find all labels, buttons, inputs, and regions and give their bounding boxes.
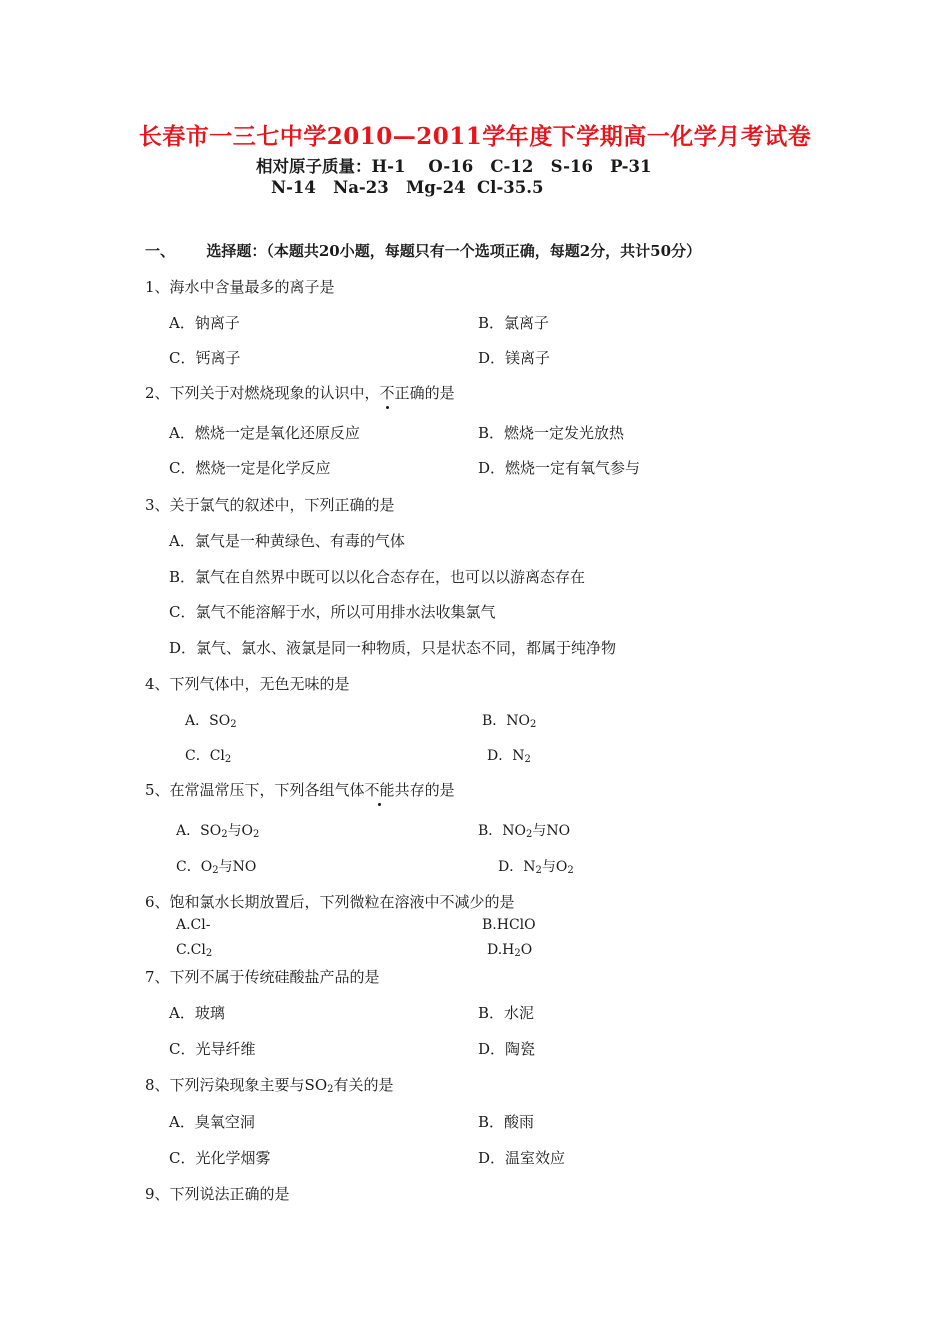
question-2-option-b: B．燃烧一定发光放热 — [478, 424, 625, 442]
subscript: 2 — [221, 829, 228, 840]
option-text: B．NO — [478, 823, 527, 839]
option-text: A．SO — [176, 823, 222, 839]
question-2-option-a: A．燃烧一定是氧化还原反应 — [169, 424, 360, 442]
question-3-option-c: C．氯气不能溶解于水，所以可用排水法收集氯气 — [169, 603, 496, 621]
question-5-option-c — [176, 856, 256, 876]
option-text: D.H — [487, 942, 515, 958]
atomic-mass-line-1: 相对原子质量：H-1 O-16 C-12 S-16 P-31 — [256, 157, 652, 176]
question-8-option-a: A．臭氧空洞 — [169, 1113, 255, 1131]
question-7-option-d: D．陶瓷 — [478, 1040, 536, 1058]
question-4-option-a — [185, 710, 237, 730]
question-3-option-a: A．氯气是一种黄绿色、有毒的气体 — [169, 532, 405, 550]
question-5-option-b — [478, 820, 570, 840]
emphasis-dot-text: 不 — [379, 384, 395, 402]
question-8-option-c: C．光化学烟雾 — [169, 1149, 271, 1167]
question-6-option-a: A.Cl- — [176, 917, 211, 933]
option-text: 与O — [227, 823, 254, 839]
question-2-stem — [145, 382, 455, 403]
subscript: 2 — [567, 865, 574, 876]
question-2-option-d: D．燃烧一定有氧气参与 — [478, 459, 641, 477]
subscript: 2 — [514, 948, 521, 959]
option-text: D．N — [498, 859, 536, 875]
subscript: 2 — [224, 754, 232, 765]
subscript: 2 — [212, 865, 219, 876]
question-5-option-d — [498, 856, 574, 876]
question-6-option-c — [176, 942, 212, 958]
option-text: C.Cl — [176, 942, 206, 958]
question-1-option-c: C．钙离子 — [169, 349, 241, 367]
option-text: C．O — [176, 859, 213, 875]
option-text: C．Cl — [185, 748, 225, 764]
question-2-option-c: C．燃烧一定是化学反应 — [169, 459, 331, 477]
subscript: 2 — [327, 1084, 334, 1095]
subscript: 2 — [205, 948, 213, 959]
exam-title: 长春市一三七中学2010—2011学年度下学期高一化学月考试卷 — [138, 123, 812, 150]
question-4-stem: 4、下列气体中，无色无味的是 — [145, 675, 350, 693]
question-7-option-c: C．光导纤维 — [169, 1040, 256, 1058]
question-5-stem-post: 共存的是 — [394, 781, 455, 799]
question-8-stem — [145, 1074, 394, 1095]
question-1-option-d: D．镁离子 — [478, 349, 551, 367]
question-3-stem: 3、关于氯气的叙述中，下列正确的是 — [145, 496, 395, 514]
atomic-mass-line-2: N-14 Na-23 Mg-24 Cl-35.5 — [271, 178, 544, 197]
option-text: B．NO — [482, 713, 531, 729]
question-8-option-b: B．酸雨 — [478, 1113, 535, 1131]
subscript: 2 — [526, 829, 533, 840]
subscript: 2 — [524, 754, 531, 765]
question-5-option-a — [176, 820, 259, 840]
subscript: 2 — [530, 719, 537, 730]
question-2-stem-post: 正确的是 — [394, 384, 455, 402]
question-6-option-d — [487, 942, 532, 958]
question-9-stem: 9、下列说法正确的是 — [145, 1185, 290, 1203]
subscript: 2 — [253, 829, 260, 840]
question-7-stem: 7、下列不属于传统硅酸盐产品的是 — [145, 968, 380, 986]
question-8-stem-pre: 8、下列污染现象主要与SO — [145, 1076, 328, 1094]
question-8-option-d: D．温室效应 — [478, 1149, 566, 1167]
option-text: 与NO — [532, 823, 571, 839]
question-6-option-b: B.HClO — [482, 917, 536, 933]
question-1-option-a: A．钠离子 — [169, 314, 240, 332]
question-4-option-b — [482, 710, 536, 730]
question-4-option-c — [185, 745, 231, 765]
option-text: O — [520, 942, 533, 958]
section-heading: 一、 选择题：（本题共20小题，每题只有一个选项正确，每题2分，共计50分） — [145, 242, 702, 260]
question-6-stem: 6、饱和氯水长期放置后，下列微粒在溶液中不减少的是 — [145, 893, 515, 911]
question-5-stem-pre: 5、在常温常压下，下列各组气体 — [145, 781, 365, 799]
question-1-option-b: B．氯离子 — [478, 314, 550, 332]
question-7-option-a: A．玻璃 — [169, 1004, 225, 1022]
question-2-stem-pre: 2、下列关于对燃烧现象的认识中， — [145, 384, 380, 402]
question-5-stem — [145, 779, 455, 800]
subscript: 2 — [230, 719, 237, 730]
question-3-option-b: B．氯气在自然界中既可以以化合态存在，也可以以游离态存在 — [169, 568, 586, 586]
question-1-stem: 1、海水中含量最多的离子是 — [145, 278, 335, 296]
question-4-option-d — [487, 745, 531, 765]
emphasis-dot-text: 不能 — [364, 781, 395, 799]
question-8-stem-post: 有关的是 — [333, 1076, 394, 1094]
option-text: 与O — [541, 859, 568, 875]
option-text: D．N — [487, 748, 525, 764]
question-3-option-d: D．氯气、氯水、液氯是同一种物质，只是状态不同，都属于纯净物 — [169, 639, 617, 657]
subscript: 2 — [535, 865, 542, 876]
question-7-option-b: B．水泥 — [478, 1004, 535, 1022]
option-text: 与NO — [218, 859, 257, 875]
option-text: A．SO — [185, 713, 231, 729]
